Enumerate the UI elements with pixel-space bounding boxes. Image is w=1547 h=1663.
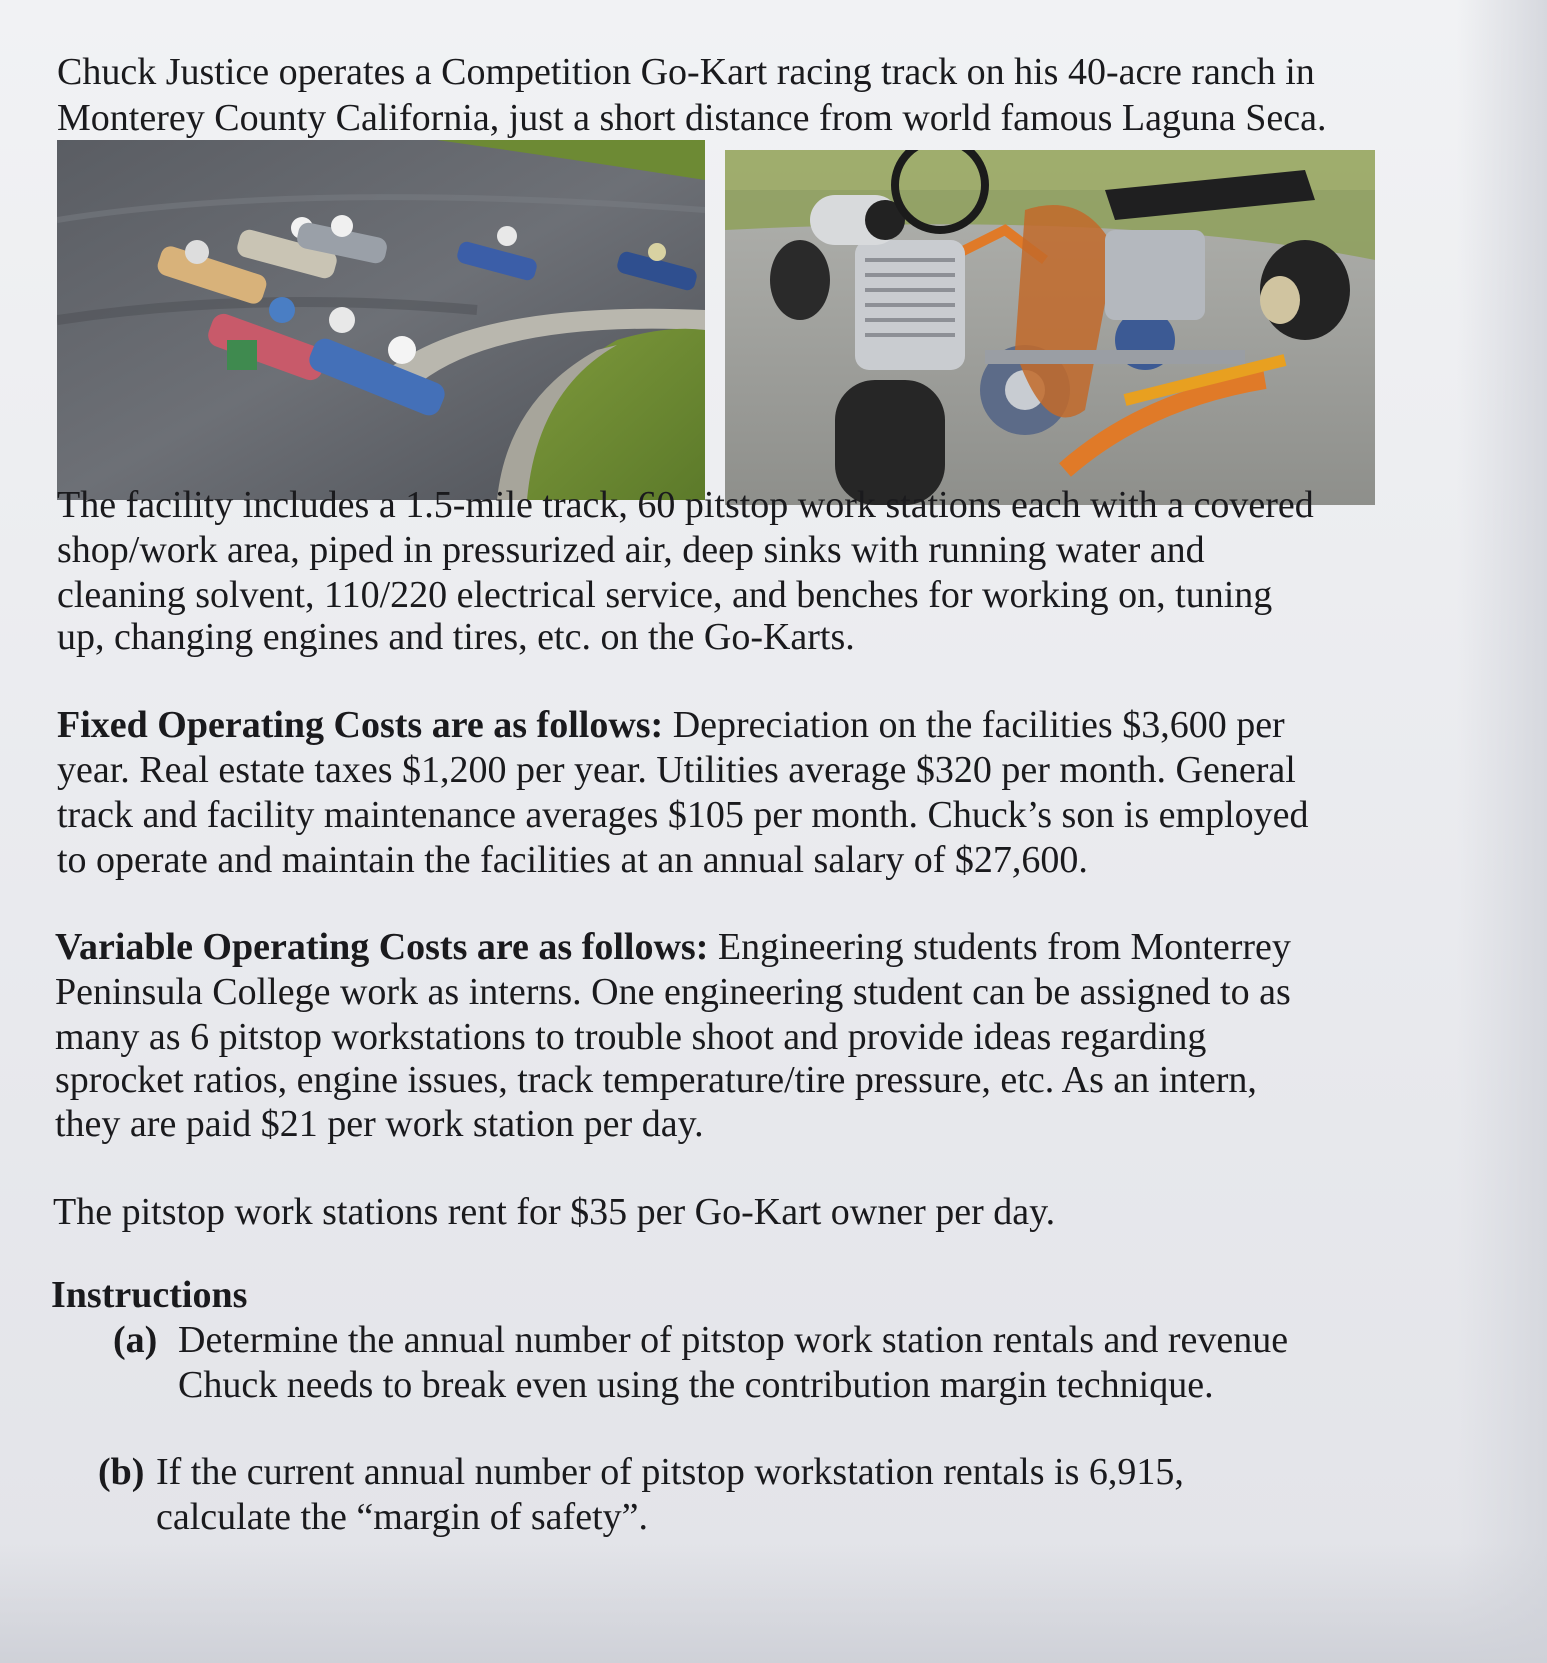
facility-line-2: shop/work area, piped in pressurized air, deep sinks with running water and xyxy=(57,529,1205,571)
instruction-a-label: (a) xyxy=(113,1319,158,1361)
intro-line-2: Monterey County California, just a short distance from world famous Laguna Seca. xyxy=(57,97,1327,139)
instruction-b-label: (b) xyxy=(98,1451,145,1493)
page-bottom-shadow xyxy=(0,1543,1547,1663)
facility-line-4: up, changing engines and tires, etc. on the Go-Karts. xyxy=(57,616,855,658)
variable-costs-heading: Variable Operating Costs are as follows: xyxy=(55,926,709,968)
variable-costs-line-3: many as 6 pitstop workstations to trouble shoot and provide ideas regarding xyxy=(55,1016,1207,1058)
go-kart-engine-photo xyxy=(725,150,1375,505)
variable-costs-line-4: sprocket ratios, engine issues, track temperature/tire pressure, etc. As an intern, xyxy=(55,1059,1257,1101)
instruction-a-line-2: Chuck needs to break even using the contribution margin technique. xyxy=(178,1364,1214,1406)
variable-costs-line-2: Peninsula College work as interns. One engineering student can be assigned to as xyxy=(55,971,1291,1013)
variable-costs-line-1-text: Engineering students from Monterrey xyxy=(708,926,1291,968)
fixed-costs-line-4: to operate and maintain the facilities at an annual salary of $27,600. xyxy=(57,839,1088,881)
instructions-heading: Instructions xyxy=(51,1274,248,1316)
facility-line-3: cleaning solvent, 110/220 electrical service, and benches for working on, tuning xyxy=(57,574,1273,616)
fixed-costs-heading: Fixed Operating Costs are as follows: xyxy=(57,704,664,746)
rental-line: The pitstop work stations rent for $35 per Go-Kart owner per day. xyxy=(53,1191,1056,1233)
fixed-costs-line-3: track and facility maintenance averages $105 per month. Chuck’s son is employed xyxy=(57,794,1309,836)
variable-costs-line-5: they are paid $21 per work station per day. xyxy=(55,1103,704,1145)
fixed-costs-line-2: year. Real estate taxes $1,200 per year. Utilities average $320 per month. General xyxy=(57,749,1296,791)
instruction-b-line-1: If the current annual number of pitstop workstation rentals is 6,915, xyxy=(156,1451,1184,1493)
variable-costs-line-1 xyxy=(55,925,1291,970)
intro-line-1: Chuck Justice operates a Competition Go-Kart racing track on his 40-acre ranch in xyxy=(57,51,1315,93)
facility-line-1: The facility includes a 1.5-mile track, 60 pitstop work stations each with a covered xyxy=(57,484,1314,526)
fixed-costs-line-1-text: Depreciation on the facilities $3,600 per xyxy=(663,704,1285,746)
fixed-costs-line-1 xyxy=(57,703,1285,748)
page-edge-shadow xyxy=(1457,0,1547,1663)
instruction-a-line-1: Determine the annual number of pitstop work station rentals and revenue xyxy=(178,1319,1289,1361)
instruction-b-line-2: calculate the “margin of safety”. xyxy=(156,1496,648,1538)
go-kart-race-photo xyxy=(57,140,705,500)
